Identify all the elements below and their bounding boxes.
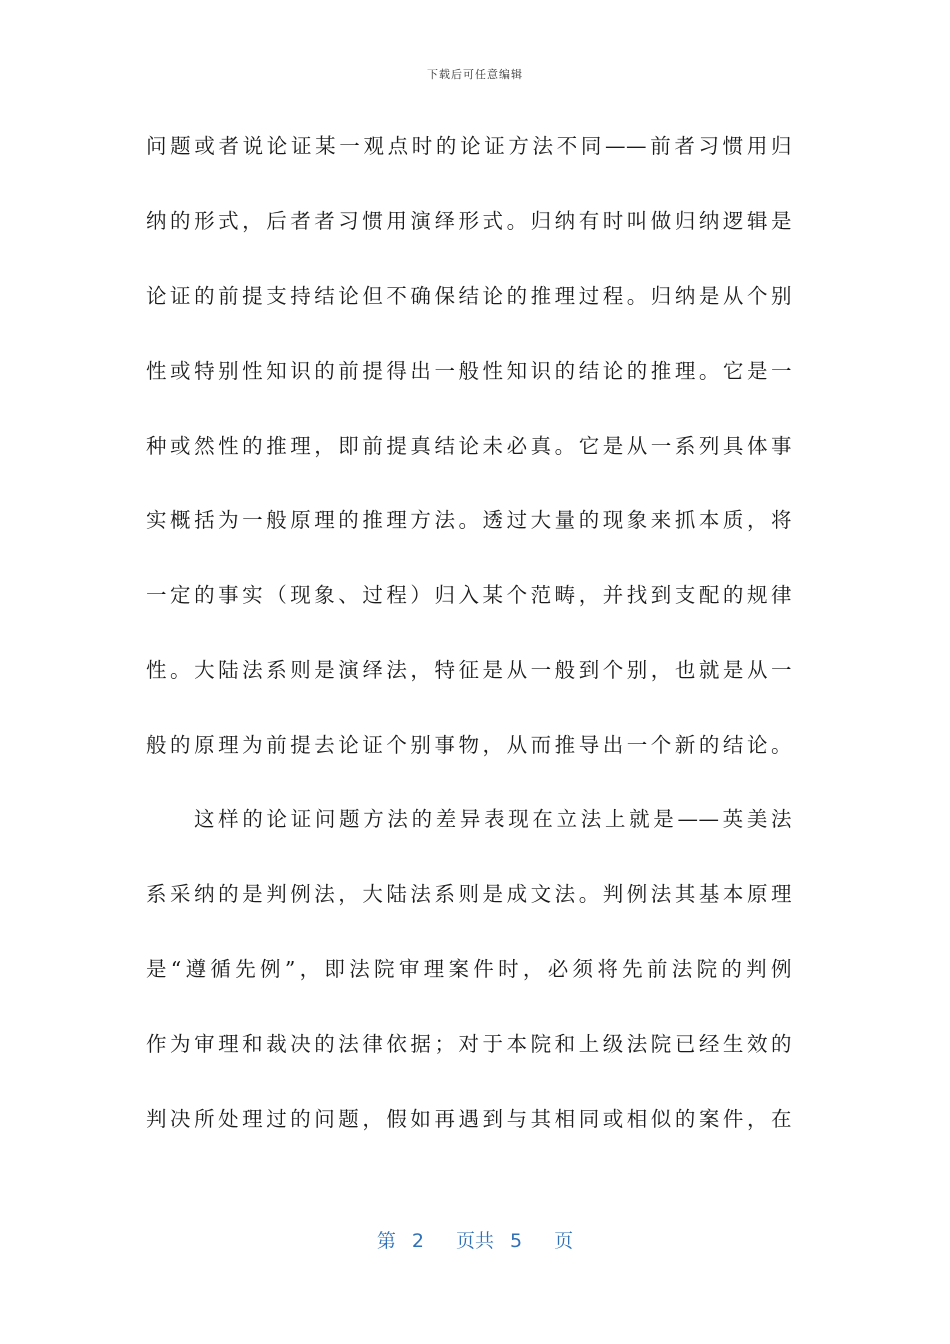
paragraph-2-line-1: 这样的论证问题方法的差异表现在立法上就是——英美法 [194, 807, 792, 831]
paragraph-1-line-4: 性或特别性知识的前提得出一般性知识的结论的推理。它是一 [146, 359, 792, 383]
page-header: 下载后可任意编辑 [427, 68, 523, 81]
page-footer [0, 1226, 950, 1253]
paragraph-1-line-5: 种或然性的推理，即前提真结论未必真。它是从一系列具体事 [146, 434, 792, 458]
paragraph-1-line-3: 论证的前提支持结论但不确保结论的推理过程。归纳是从个别 [146, 284, 792, 308]
paragraph-1-line-8: 性。大陆法系则是演绎法，特征是从一般到个别，也就是从一 [146, 658, 792, 682]
footer-page-mid: 页共 [455, 1230, 494, 1252]
paragraph-1-line-1: 问题或者说论证某一观点时的论证方法不同——前者习惯用归 [146, 134, 792, 158]
paragraph-2-line-5: 判决所处理过的问题，假如再遇到与其相同或相似的案件，在 [146, 1107, 792, 1131]
paragraph-2-line-3: 是“遵循先例”，即法院审理案件时，必须将先前法院的判例 [146, 957, 792, 981]
footer-page-label: 第 [376, 1230, 396, 1252]
paragraph-2-line-2: 系采纳的是判例法，大陆法系则是成文法。判例法其基本原理 [146, 882, 792, 906]
footer-page-current: 2 [411, 1230, 424, 1252]
paragraph-1-line-9: 般的原理为前提去论证个别事物，从而推导出一个新的结论。 [146, 733, 792, 757]
paragraph-1-line-7: 一定的事实（现象、过程）归入某个范畴，并找到支配的规律 [146, 583, 792, 607]
paragraph-2-line-4: 作为审理和裁决的法律依据；对于本院和上级法院已经生效的 [146, 1032, 792, 1056]
footer-page-total: 5 [510, 1230, 523, 1252]
paragraph-1-line-6: 实概括为一般原理的推理方法。透过大量的现象来抓本质，将 [146, 508, 792, 532]
footer-page-end: 页 [554, 1230, 574, 1252]
paragraph-1-line-2: 纳的形式，后者者习惯用演绎形式。归纳有时叫做归纳逻辑是 [146, 209, 792, 233]
